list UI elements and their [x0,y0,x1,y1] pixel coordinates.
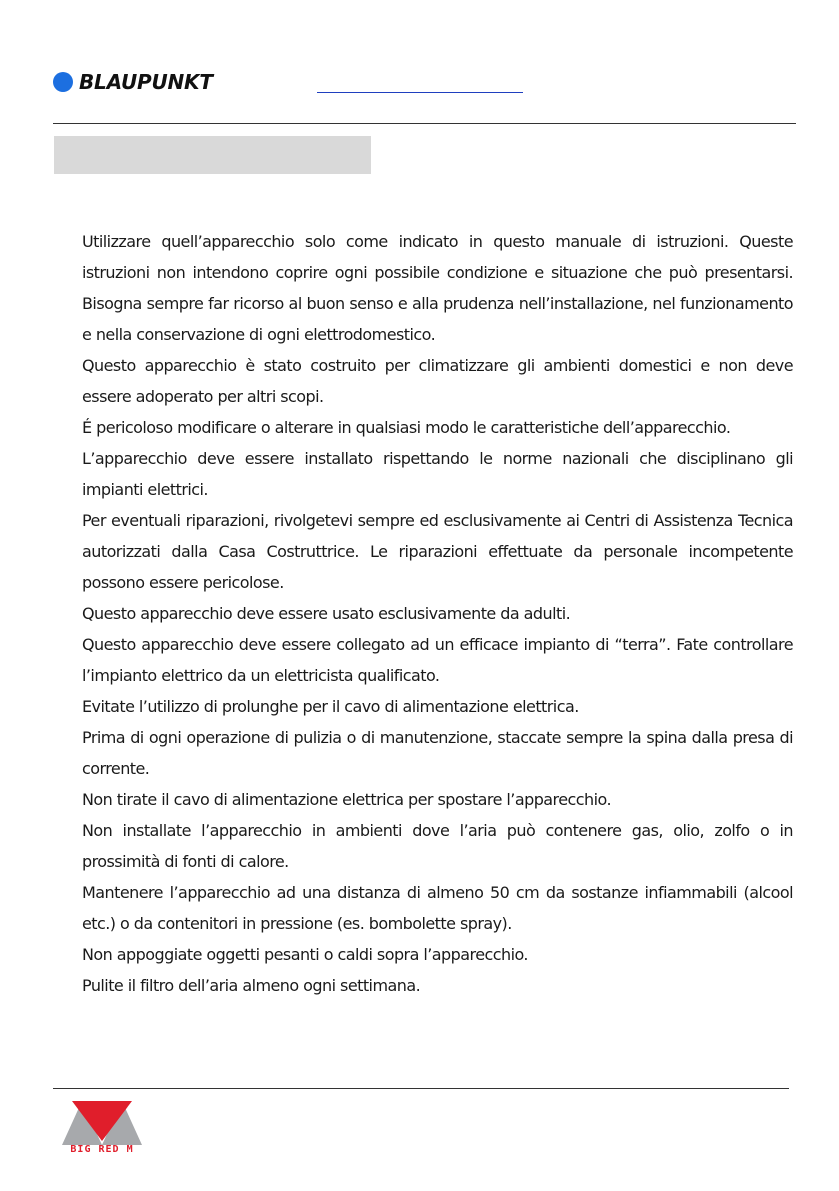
brand-name: BLAUPUNKT [79,70,213,94]
paragraph: Non installate l’apparecchio in ambienti dove l’aria può contenere gas, olio, zolfo o in prossimità di fonti di calore. [82,821,793,871]
paragraph: Non appoggiate oggetti pesanti o caldi sopra l’apparecchio. [82,945,528,964]
paragraph: É pericoloso modificare o alterare in qualsiasi modo le caratteristiche dell’apparecchio. [82,418,731,437]
paragraph: Utilizzare quell’apparecchio solo come indicato in questo manuale di istruzioni. Queste istruzioni non intendono coprire ogni possibile condizione e situazione che può presentarsi. Bisogna sempre far ricorso al buon senso e alla prudenza nell’installazione, nel funzionamento e nella conservazione di ogni elettrodomestico. [82,232,793,344]
header-link-underline [317,92,523,93]
paragraph: Questo apparecchio deve essere collegato ad un efficace impianto di “terra”. Fate controllare l’impianto elettrico da un elettricista qualificato. [82,635,793,685]
paragraph: Questo apparecchio è stato costruito per climatizzare gli ambienti domestici e non deve essere adoperato per altri scopi. [82,356,793,406]
paragraph: Pulite il filtro dell’aria almeno ogni settimana. [82,976,421,995]
paragraph: Evitate l’utilizzo di prolunghe per il cavo di alimentazione elettrica. [82,697,579,716]
footer-divider [53,1088,789,1089]
paragraph: L’apparecchio deve essere installato rispettando le norme nazionali che disciplinano gli impianti elettrici. [82,449,793,499]
paragraph: Non tirate il cavo di alimentazione elettrica per spostare l’apparecchio. [82,790,611,809]
paragraph: Questo apparecchio deve essere usato esclusivamente da adulti. [82,604,571,623]
paragraph: Prima di ogni operazione di pulizia o di manutenzione, staccate sempre la spina dalla presa di corrente. [82,728,793,778]
blaupunkt-dot-icon [53,72,73,92]
section-title-box [54,136,371,174]
paragraph: Mantenere l’apparecchio ad una distanza di almeno 50 cm da sostanze infiammabili (alcool etc.) o da contenitori in pressione (es. bombolette spray). [82,883,793,933]
safety-instructions [82,226,793,1001]
paragraph: Per eventuali riparazioni, rivolgetevi sempre ed esclusivamente ai Centri di Assistenza Tecnica autorizzati dalla Casa Costruttrice. Le riparazioni effettuate da personale incompetente possono essere pericolose. [82,511,793,592]
blaupunkt-logo [53,70,213,94]
footer-logo-text: BIG RED M [70,1144,134,1155]
header-divider [53,123,796,124]
